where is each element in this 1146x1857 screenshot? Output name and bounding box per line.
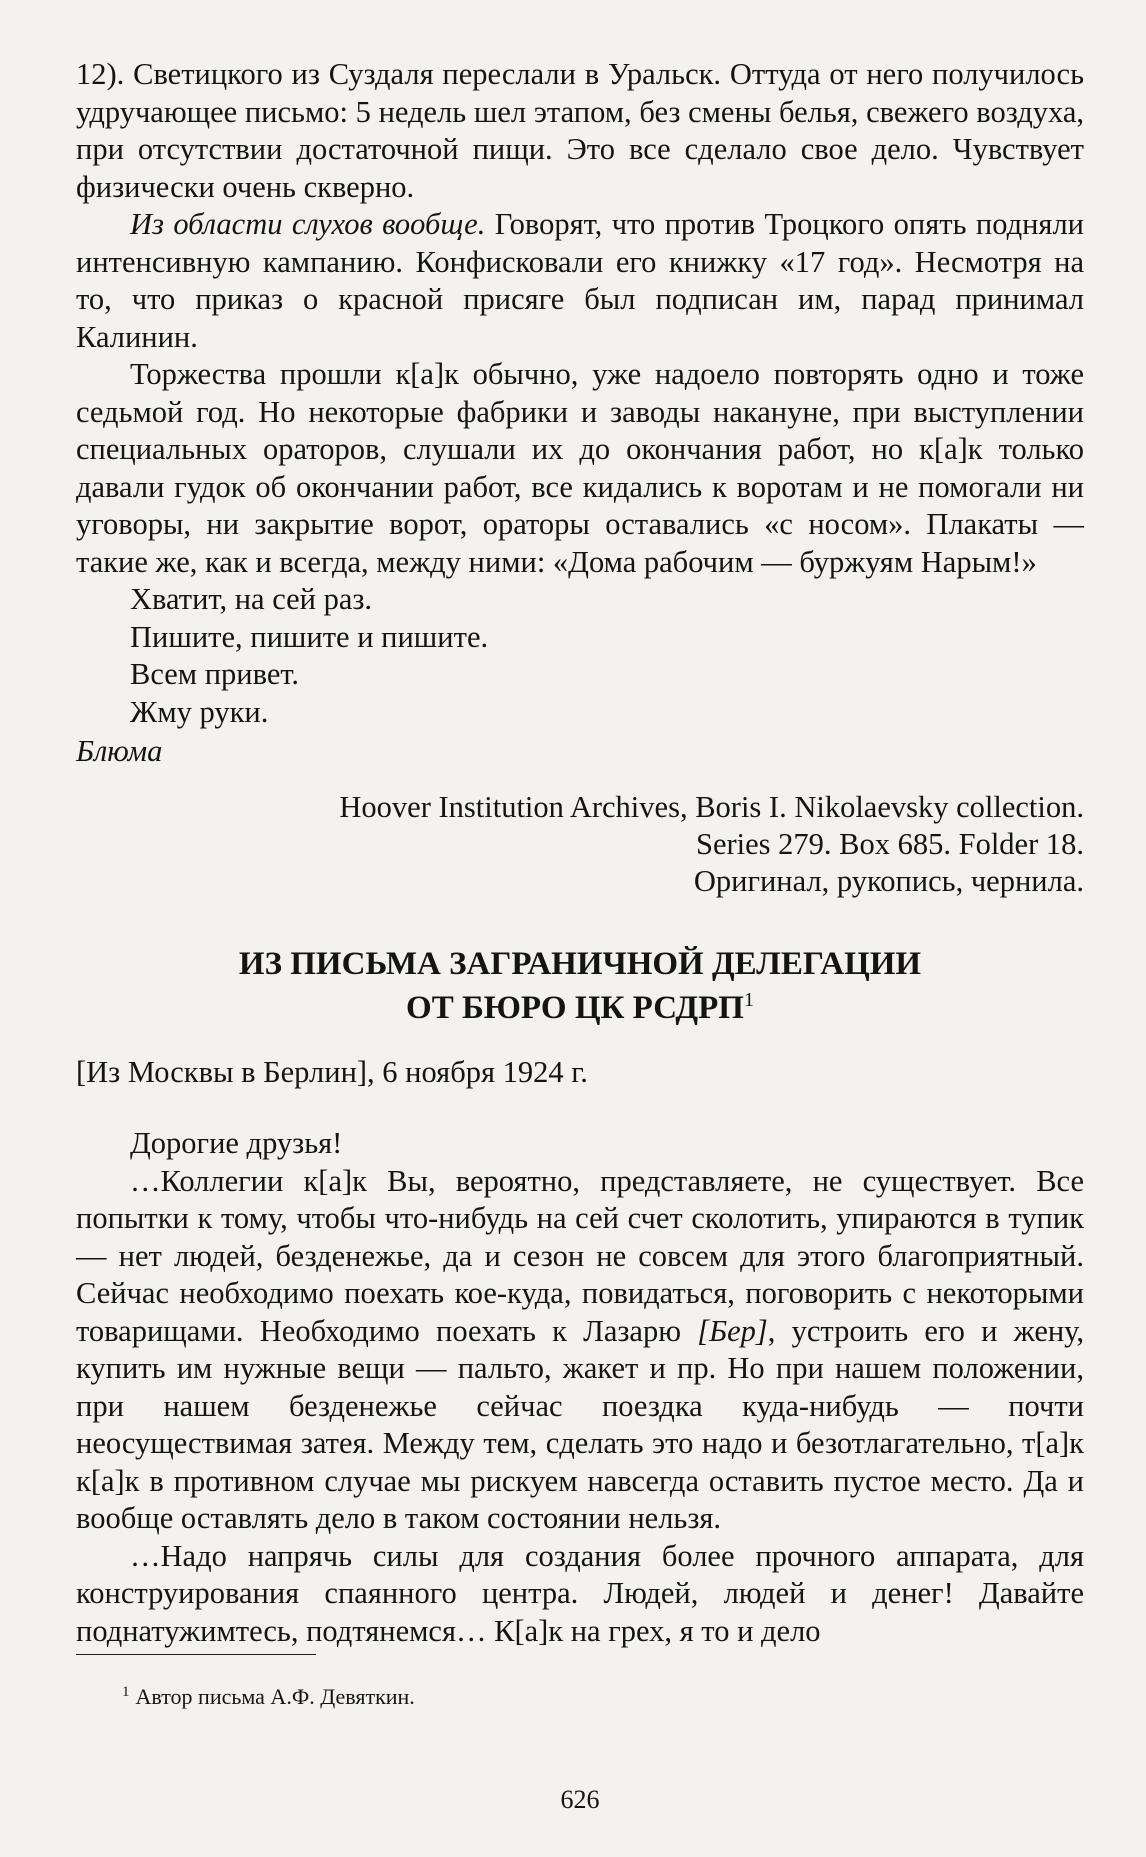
- heading-line-1: ИЗ ПИСЬМА ЗАГРАНИЧНОЙ ДЕЛЕГАЦИИ: [238, 945, 922, 982]
- archive-source: [76, 789, 1084, 900]
- paragraph-apparatus: …Надо напрячь силы для создания более прочного аппарата, для конструирования спаянного центра. Людей, людей и денег! Давайте поднатужимтесь, подтянемся… К[а]к на грех, я то и дело: [76, 1538, 1084, 1648]
- closing-line-3: Всем привет.: [130, 657, 300, 691]
- footnote-text: Автор письма А.Ф. Девяткин.: [135, 1684, 415, 1709]
- salutation: Дорогие друзья!: [130, 1126, 343, 1160]
- footnote-divider: [76, 1654, 316, 1655]
- rumors-text: Говорят, что против Троцкого опять подняли интенсивную кампанию. Конфисковали его книжку «17 год». Несмотря на то, что приказ о красной присяге был подписан им, парад принимал Калинин.: [76, 207, 1084, 354]
- footnote: [122, 1683, 415, 1711]
- heading-footnote-mark: 1: [743, 988, 754, 1011]
- signature: Блюма: [76, 734, 163, 768]
- source-line-1: Hoover Institution Archives, Boris I. Nikolaevsky collection.: [339, 789, 1084, 824]
- document-page: [76, 56, 1085, 1814]
- closing-line-2: Пишите, пишите и пишите.: [130, 619, 489, 654]
- closing-line-1: Хватит, на сей раз.: [130, 582, 373, 616]
- paragraph-svetitsky: 12). Светицкого из Суздаля переслали в Уральск. Оттуда от него получилось удручающее письмо: 5 недель шел этапом, без смены белья, свежего воздуха, при отсутствии достаточной пищи. Это все сделало свое дело. Чувствует физически очень скверно.: [76, 57, 1084, 204]
- heading-line-2: [76, 986, 1084, 1030]
- para1-after: , устроить его и жену, купить им нужные вещи — пальто, жакет и пр. Но при нашем положении, при нашем безденежье сейчас поездка куда-нибудь — почти неосуществимая затея. Между тем, сделать это надо и безотлагательно, т[а]к к[а]к в противном случае мы рискуем навсегда оставить пустое место. Да и вообще оставлять дело в таком состоянии нельзя.: [76, 1313, 1085, 1535]
- footnote-mark: 1: [122, 1683, 130, 1700]
- para1-before: …Коллегии к[а]к Вы, вероятно, представляете, не существует. Все попытки к тому, чтобы что-нибудь на сей счет сколотить, упираются в тупик — нет людей, безденежье, да и сезон не совсем для этого благоприятный. Сейчас необходимо поехать кое-куда, повидаться, поговорить с некоторыми товарищами. Необходимо поехать к Лазарю: [76, 1163, 1084, 1348]
- paragraph-celebration: Торжества прошли к[а]к обычно, уже надоело повторять одно и тоже седьмой год. Но некоторые фабрики и заводы накануне, при выступлении специальных ораторов, слушали их до окончания работ, но к[а]к только давали гудок об окончании работ, все кидались к воротам и не помогали ни уговоры, ни закрытие ворот, ораторы оставались «с носом». Плакаты — такие же, как и всегда, между ними: «Дома рабочим — буржуям Нарым!»: [76, 357, 1084, 579]
- closing-line-4: Жму руки.: [130, 694, 269, 729]
- source-line-2: Series 279. Box 685. Folder 18.: [695, 826, 1084, 861]
- para1-italic-name: [Бер]: [697, 1313, 768, 1348]
- page-number: 626: [560, 1785, 600, 1814]
- heading-line-2-text: ОТ БЮРО ЦК РСДРП: [406, 989, 744, 1026]
- paragraph-rumors: [76, 206, 1084, 356]
- paragraph-collegium: [76, 1163, 1084, 1538]
- source-line-3: Оригинал, рукопись, чернила.: [693, 863, 1084, 898]
- dateline: [Из Москвы в Берлин], 6 ноября 1924 г.: [76, 1054, 588, 1089]
- rumors-label: Из области слухов вообще.: [130, 207, 486, 241]
- section-heading: [76, 942, 1084, 1030]
